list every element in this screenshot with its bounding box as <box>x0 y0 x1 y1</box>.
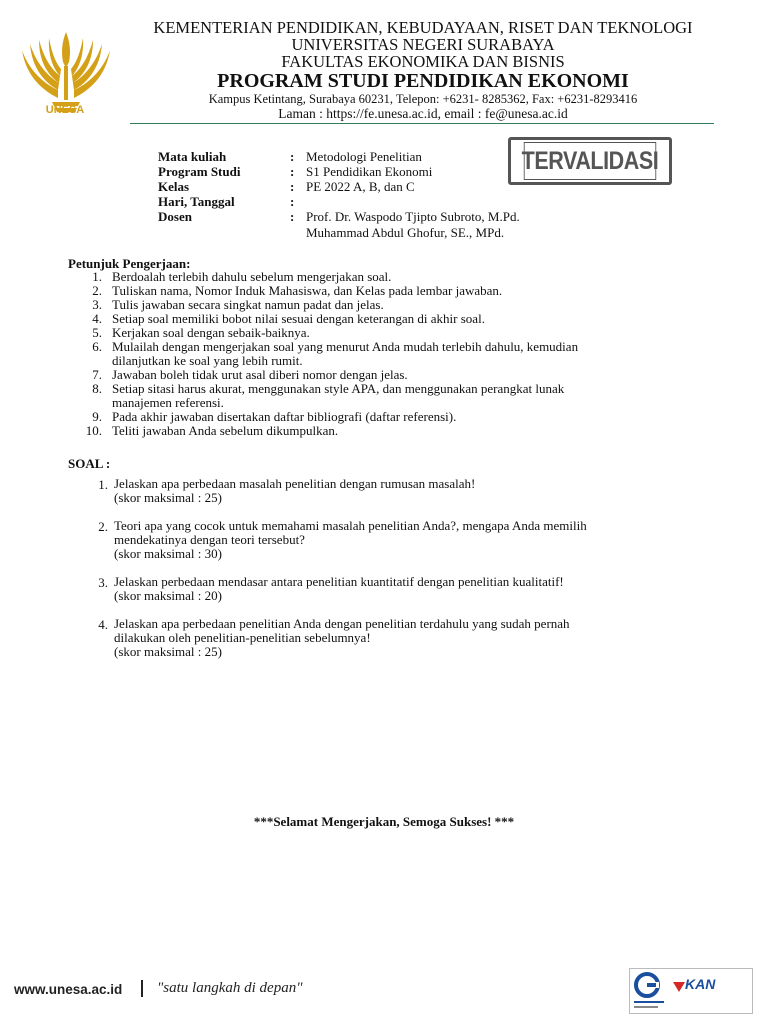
instruction-text: Kerjakan soal dengan sebaik-baiknya. <box>112 325 310 340</box>
question-number: 3. <box>98 575 108 590</box>
instruction-text: Mulailah dengan mengerjakan soal yang menurut Anda mudah terlebih dahulu, kemudian <box>112 339 579 354</box>
footer-separator <box>141 980 143 997</box>
question-number: 4. <box>98 617 108 632</box>
lecturer-value-2: Muhammad Abdul Ghofur, SE., MPd. <box>306 225 505 240</box>
campus-address: Kampus Ketintang, Surabaya 60231, Telepon: +6231- 8285362, Fax: +6231-8293416 <box>208 92 638 106</box>
instruction-number: 2. <box>92 283 102 298</box>
university-name: UNIVERSITAS NEGERI SURABAYA <box>291 35 555 54</box>
ministry-name: KEMENTERIAN PENDIDIKAN, KEBUDAYAAN, RISET DAN TEKNOLOGI <box>153 18 693 37</box>
instruction-number: 7. <box>92 367 102 382</box>
instruction-number: 5. <box>92 325 102 340</box>
instruction-number: 1. <box>92 269 102 284</box>
instruction-text: Tulis jawaban secara singkat namun padat dan jelas. <box>112 297 384 312</box>
question-score: (skor maksimal : 25) <box>114 644 222 659</box>
program-study-label: Program Studi <box>158 164 241 179</box>
questions-title: SOAL : <box>68 456 111 471</box>
class-colon: : <box>290 179 295 194</box>
instruction-number: 6. <box>92 339 102 354</box>
question-score: (skor maksimal : 30) <box>114 546 222 561</box>
question-text: Jelaskan apa perbedaan penelitian Anda dengan penelitian terdahulu yang sudah pernah <box>114 616 570 631</box>
kan-logo-text: KAN <box>685 976 716 992</box>
instruction-text: Teliti jawaban Anda sebelum dikumpulkan. <box>112 423 339 438</box>
validation-stamp <box>508 137 672 185</box>
validation-stamp-text: TERVALIDASI <box>524 142 656 180</box>
question-text-cont: dilakukan oleh penelitian-penelitian sebelumnya! <box>114 630 371 645</box>
instruction-text: Pada akhir jawaban disertakan daftar bibliografi (daftar referensi). <box>112 409 457 424</box>
instructions-title: Petunjuk Pengerjaan: <box>68 256 191 271</box>
question-text-cont: mendekatinya dengan teori tersebut? <box>114 532 305 547</box>
instruction-text-cont: dilanjutkan ke soal yang lebih rumit. <box>112 353 303 368</box>
date-colon: : <box>290 194 295 209</box>
instruction-text: Setiap soal memiliki bobot nilai sesuai dengan keterangan di akhir soal. <box>112 311 485 326</box>
instruction-text: Setiap sitasi harus akurat, menggunakan style APA, dan menggunakan perangkat lunak <box>112 381 565 396</box>
class-label: Kelas <box>158 179 190 194</box>
course-value: Metodologi Penelitian <box>306 149 422 164</box>
question-score: (skor maksimal : 25) <box>114 490 222 505</box>
instruction-text: Jawaban boleh tidak urut asal diberi nomor dengan jelas. <box>112 367 408 382</box>
instruction-number: 3. <box>92 297 102 312</box>
lecturer-label: Dosen <box>158 209 192 224</box>
question-text: Jelaskan apa perbedaan masalah penelitian dengan rumusan masalah! <box>114 476 476 491</box>
question-text: Teori apa yang cocok untuk memahami masalah penelitian Anda?, mengapa Anda memilih <box>114 518 587 533</box>
program-study-value: S1 Pendidikan Ekonomi <box>306 164 433 179</box>
footer-website: www.unesa.ac.id <box>14 982 123 997</box>
instruction-text-cont: manajemen referensi. <box>112 395 224 410</box>
website-email: Laman : https://fe.unesa.ac.id, email : fe@unesa.ac.id <box>278 106 568 121</box>
lecturer-colon: : <box>290 209 295 224</box>
program-study-colon: : <box>290 164 295 179</box>
footer-motto: "satu langkah di depan" <box>157 980 303 996</box>
instruction-number: 10. <box>85 423 102 438</box>
instruction-number: 8. <box>92 381 102 396</box>
question-number: 2. <box>98 519 108 534</box>
faculty-name: FAKULTAS EKONOMIKA DAN BISNIS <box>281 52 565 71</box>
unesa-logo-text: UNESA <box>45 104 85 116</box>
course-colon: : <box>290 149 295 164</box>
instruction-text: Berdoalah terlebih dahulu sebelum mengerjakan soal. <box>112 269 392 284</box>
header-divider <box>130 123 714 124</box>
question-text: Jelaskan perbedaan mendasar antara penelitian kuantitatif dengan penelitian kualitatif! <box>114 574 564 589</box>
class-value: PE 2022 A, B, dan C <box>306 179 415 194</box>
question-score: (skor maksimal : 20) <box>114 588 222 603</box>
lecturer-value: Prof. Dr. Waspodo Tjipto Subroto, M.Pd. <box>306 209 520 224</box>
date-label: Hari, Tanggal <box>158 194 235 209</box>
certification-logos <box>629 968 753 1014</box>
instruction-number: 4. <box>92 311 102 326</box>
instruction-text: Tuliskan nama, Nomor Induk Mahasiswa, dan Kelas pada lembar jawaban. <box>112 283 503 298</box>
closing-message: ***Selamat Mengerjakan, Semoga Sukses! *** <box>253 814 515 829</box>
course-label: Mata kuliah <box>158 149 227 164</box>
instruction-number: 9. <box>92 409 102 424</box>
question-number: 1. <box>98 477 108 492</box>
program-name: PROGRAM STUDI PENDIDIKAN EKONOMI <box>217 70 629 92</box>
